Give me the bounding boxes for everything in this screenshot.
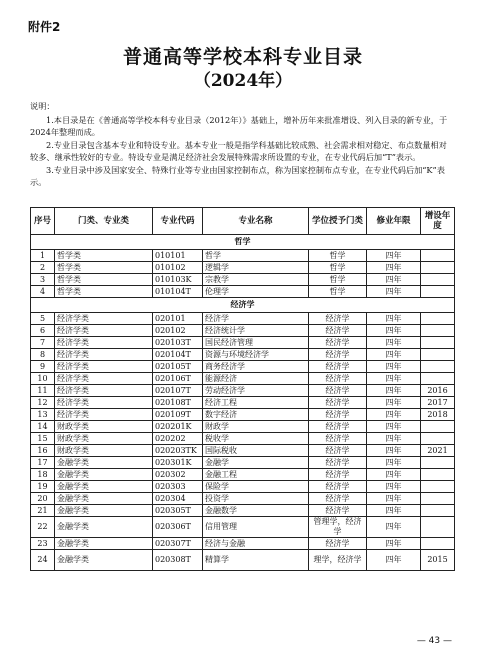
- degree-category: 经济学: [309, 325, 367, 337]
- study-duration: 四年: [367, 457, 421, 469]
- degree-category: 哲学: [309, 274, 367, 286]
- row-number: 1: [31, 250, 55, 262]
- major-code: 020104T: [153, 349, 203, 361]
- category: 经济学类: [55, 337, 153, 349]
- study-duration: 四年: [367, 505, 421, 517]
- major-name: 资源与环境经济学: [203, 349, 309, 361]
- major-name: 国际税收: [203, 445, 309, 457]
- study-duration: 四年: [367, 274, 421, 286]
- row-number: 6: [31, 325, 55, 337]
- category: 金融学类: [55, 505, 153, 517]
- table-row: [31, 349, 455, 361]
- row-number: 7: [31, 337, 55, 349]
- major-name: 金融学: [203, 457, 309, 469]
- study-duration: 四年: [367, 493, 421, 505]
- added-year: [421, 274, 455, 286]
- added-year: [421, 505, 455, 517]
- table-row: [31, 397, 455, 409]
- row-number: 9: [31, 361, 55, 373]
- section-title: 哲学: [31, 235, 455, 250]
- category: 哲学类: [55, 262, 153, 274]
- table-row: [31, 250, 455, 262]
- category: 经济学类: [55, 409, 153, 421]
- major-name: 税收学: [203, 433, 309, 445]
- major-code: 010102: [153, 262, 203, 274]
- major-name: 国民经济管理: [203, 337, 309, 349]
- row-number: 14: [31, 421, 55, 433]
- major-name: 逻辑学: [203, 262, 309, 274]
- row-number: 16: [31, 445, 55, 457]
- row-number: 23: [31, 538, 55, 550]
- category: 哲学类: [55, 274, 153, 286]
- study-duration: 四年: [367, 250, 421, 262]
- study-duration: 四年: [367, 397, 421, 409]
- major-code: 020307T: [153, 538, 203, 550]
- major-name: 经济工程: [203, 397, 309, 409]
- category: 金融学类: [55, 550, 153, 571]
- row-number: 12: [31, 397, 55, 409]
- major-code: 020101: [153, 313, 203, 325]
- category: 经济学类: [55, 397, 153, 409]
- row-number: 2: [31, 262, 55, 274]
- major-name: 商务经济学: [203, 361, 309, 373]
- degree-category: 经济学: [309, 409, 367, 421]
- table-row: [31, 457, 455, 469]
- document-title: 普通高等学校本科专业目录: [122, 46, 363, 68]
- header-cell: 专业名称: [203, 208, 309, 235]
- major-code: 020302: [153, 469, 203, 481]
- degree-category: 经济学: [309, 337, 367, 349]
- study-duration: 四年: [367, 262, 421, 274]
- major-name: 精算学: [203, 550, 309, 571]
- added-year: [421, 349, 455, 361]
- major-code: 020308T: [153, 550, 203, 571]
- major-code: 020105T: [153, 361, 203, 373]
- major-code: 020102: [153, 325, 203, 337]
- category: 经济学类: [55, 361, 153, 373]
- category: 经济学类: [55, 385, 153, 397]
- major-name: 经济学: [203, 313, 309, 325]
- table-row: [31, 445, 455, 457]
- table-row: [31, 313, 455, 325]
- degree-category: 经济学: [309, 538, 367, 550]
- major-name: 宗教学: [203, 274, 309, 286]
- degree-category: 经济学: [309, 457, 367, 469]
- major-code: 020301K: [153, 457, 203, 469]
- row-number: 18: [31, 469, 55, 481]
- degree-category: 经济学: [309, 433, 367, 445]
- added-year: 2017: [421, 397, 455, 409]
- table-row: [31, 286, 455, 298]
- row-number: 20: [31, 493, 55, 505]
- category: 经济学类: [55, 373, 153, 385]
- degree-category: 经济学: [309, 493, 367, 505]
- degree-category: 哲学: [309, 286, 367, 298]
- study-duration: 四年: [367, 445, 421, 457]
- major-name: 能源经济: [203, 373, 309, 385]
- header-cell: 专业代码: [153, 208, 203, 235]
- header-cell: 门类、专业类: [55, 208, 153, 235]
- degree-category: 经济学: [309, 349, 367, 361]
- degree-category: 经济学: [309, 397, 367, 409]
- degree-category: 经济学: [309, 481, 367, 493]
- major-code: 020103T: [153, 337, 203, 349]
- major-name: 金融工程: [203, 469, 309, 481]
- table-row: [31, 505, 455, 517]
- major-code: 020203TK: [153, 445, 203, 457]
- note-3: 3.专业目录中涉及国家安全、特殊行业等专业由国家控制布点，称为国家控制布点专业，在专业代码后加“K”表示。: [30, 165, 445, 187]
- row-number: 13: [31, 409, 55, 421]
- degree-category: 经济学: [309, 313, 367, 325]
- added-year: [421, 250, 455, 262]
- row-number: 22: [31, 517, 55, 538]
- added-year: 2015: [421, 550, 455, 571]
- study-duration: 四年: [367, 385, 421, 397]
- major-code: 010104T: [153, 286, 203, 298]
- category: 金融学类: [55, 493, 153, 505]
- added-year: [421, 325, 455, 337]
- row-number: 4: [31, 286, 55, 298]
- category: 财政学类: [55, 433, 153, 445]
- degree-category: 管理学，经济学: [309, 517, 367, 538]
- row-number: 8: [31, 349, 55, 361]
- table-row: [31, 385, 455, 397]
- table-row: [31, 325, 455, 337]
- degree-category: 理学，经济学: [309, 550, 367, 571]
- row-number: 11: [31, 385, 55, 397]
- degree-category: 经济学: [309, 421, 367, 433]
- study-duration: 四年: [367, 538, 421, 550]
- section-row: [31, 235, 455, 250]
- category: 经济学类: [55, 325, 153, 337]
- added-year: [421, 493, 455, 505]
- major-code: 020109T: [153, 409, 203, 421]
- major-code: 020304: [153, 493, 203, 505]
- added-year: [421, 469, 455, 481]
- row-number: 15: [31, 433, 55, 445]
- table-row: [31, 481, 455, 493]
- row-number: 3: [31, 274, 55, 286]
- degree-category: 经济学: [309, 445, 367, 457]
- category: 金融学类: [55, 481, 153, 493]
- study-duration: 四年: [367, 337, 421, 349]
- category: 哲学类: [55, 286, 153, 298]
- category: 金融学类: [55, 457, 153, 469]
- added-year: [421, 286, 455, 298]
- table-row: [31, 469, 455, 481]
- note-1: 1.本目录是在《普通高等学校本科专业目录（2012年）》基础上，增补历年来批准增设、列入目录的新专业，于2024年整理而成。: [30, 115, 448, 137]
- major-name: 金融数学: [203, 505, 309, 517]
- row-number: 21: [31, 505, 55, 517]
- table-header-row: [31, 208, 455, 235]
- study-duration: 四年: [367, 313, 421, 325]
- major-code: 020306T: [153, 517, 203, 538]
- major-code: 010101: [153, 250, 203, 262]
- degree-category: 经济学: [309, 505, 367, 517]
- header-cell: 学位授予门类: [309, 208, 367, 235]
- study-duration: 四年: [367, 349, 421, 361]
- major-name: 保险学: [203, 481, 309, 493]
- added-year: [421, 421, 455, 433]
- major-code: 020107T: [153, 385, 203, 397]
- document-subtitle: （2024年）: [193, 71, 293, 91]
- category: 金融学类: [55, 469, 153, 481]
- study-duration: 四年: [367, 481, 421, 493]
- added-year: [421, 538, 455, 550]
- table-body: [31, 235, 455, 571]
- study-duration: 四年: [367, 325, 421, 337]
- table-row: [31, 373, 455, 385]
- note-2: 2.专业目录包含基本专业和特设专业。基本专业一般是指学科基础比较成熟、社会需求相对稳定、布点数量相对较多、继承性较好的专业。特设专业是满足经济社会发展特殊需求所设置的专业，在专业代码后加“T”表示。: [30, 140, 447, 162]
- study-duration: 四年: [367, 469, 421, 481]
- added-year: [421, 262, 455, 274]
- major-code: 020108T: [153, 397, 203, 409]
- study-duration: 四年: [367, 373, 421, 385]
- section-title: 经济学: [31, 298, 455, 313]
- major-code: 020305T: [153, 505, 203, 517]
- table-row: [31, 493, 455, 505]
- study-duration: 四年: [367, 433, 421, 445]
- table-row: [31, 262, 455, 274]
- table-row: [31, 421, 455, 433]
- table-row: [31, 538, 455, 550]
- table-row: [31, 433, 455, 445]
- major-name: 信用管理: [203, 517, 309, 538]
- major-code: 010103K: [153, 274, 203, 286]
- study-duration: 四年: [367, 517, 421, 538]
- category: 哲学类: [55, 250, 153, 262]
- degree-category: 经济学: [309, 385, 367, 397]
- added-year: 2018: [421, 409, 455, 421]
- header-cell: 序号: [31, 208, 55, 235]
- page-number: — 43 —: [416, 636, 452, 646]
- major-code: 020201K: [153, 421, 203, 433]
- table-row: [31, 550, 455, 571]
- added-year: 2021: [421, 445, 455, 457]
- study-duration: 四年: [367, 286, 421, 298]
- table-row: [31, 274, 455, 286]
- major-name: 哲学: [203, 250, 309, 262]
- added-year: [421, 373, 455, 385]
- degree-category: 经济学: [309, 361, 367, 373]
- category: 经济学类: [55, 349, 153, 361]
- row-number: 5: [31, 313, 55, 325]
- added-year: [421, 433, 455, 445]
- attachment-label: 附件2: [28, 20, 61, 34]
- table-row: [31, 517, 455, 538]
- section-row: [31, 298, 455, 313]
- added-year: [421, 361, 455, 373]
- added-year: [421, 517, 455, 538]
- row-number: 17: [31, 457, 55, 469]
- major-name: 经济与金融: [203, 538, 309, 550]
- major-name: 投资学: [203, 493, 309, 505]
- header-cell: 修业年限: [367, 208, 421, 235]
- added-year: [421, 481, 455, 493]
- category: 金融学类: [55, 517, 153, 538]
- notes-block: [30, 100, 454, 189]
- study-duration: 四年: [367, 550, 421, 571]
- degree-category: 哲学: [309, 262, 367, 274]
- row-number: 24: [31, 550, 55, 571]
- major-code: 020106T: [153, 373, 203, 385]
- category: 财政学类: [55, 445, 153, 457]
- degree-category: 经济学: [309, 469, 367, 481]
- header-cell: 增设年度: [421, 208, 455, 235]
- major-name: 伦理学: [203, 286, 309, 298]
- study-duration: 四年: [367, 409, 421, 421]
- major-name: 财政学: [203, 421, 309, 433]
- category: 财政学类: [55, 421, 153, 433]
- added-year: [421, 337, 455, 349]
- added-year: 2016: [421, 385, 455, 397]
- major-name: 劳动经济学: [203, 385, 309, 397]
- degree-category: 哲学: [309, 250, 367, 262]
- table-row: [31, 361, 455, 373]
- degree-category: 经济学: [309, 373, 367, 385]
- major-name: 数字经济: [203, 409, 309, 421]
- row-number: 10: [31, 373, 55, 385]
- study-duration: 四年: [367, 421, 421, 433]
- category: 金融学类: [55, 538, 153, 550]
- category: 经济学类: [55, 313, 153, 325]
- study-duration: 四年: [367, 361, 421, 373]
- added-year: [421, 457, 455, 469]
- major-name: 经济统计学: [203, 325, 309, 337]
- major-code: 020303: [153, 481, 203, 493]
- major-catalog-table: [30, 207, 455, 571]
- table-row: [31, 409, 455, 421]
- table-row: [31, 337, 455, 349]
- added-year: [421, 313, 455, 325]
- row-number: 19: [31, 481, 55, 493]
- major-code: 020202: [153, 433, 203, 445]
- notes-heading: 说明：: [30, 101, 55, 111]
